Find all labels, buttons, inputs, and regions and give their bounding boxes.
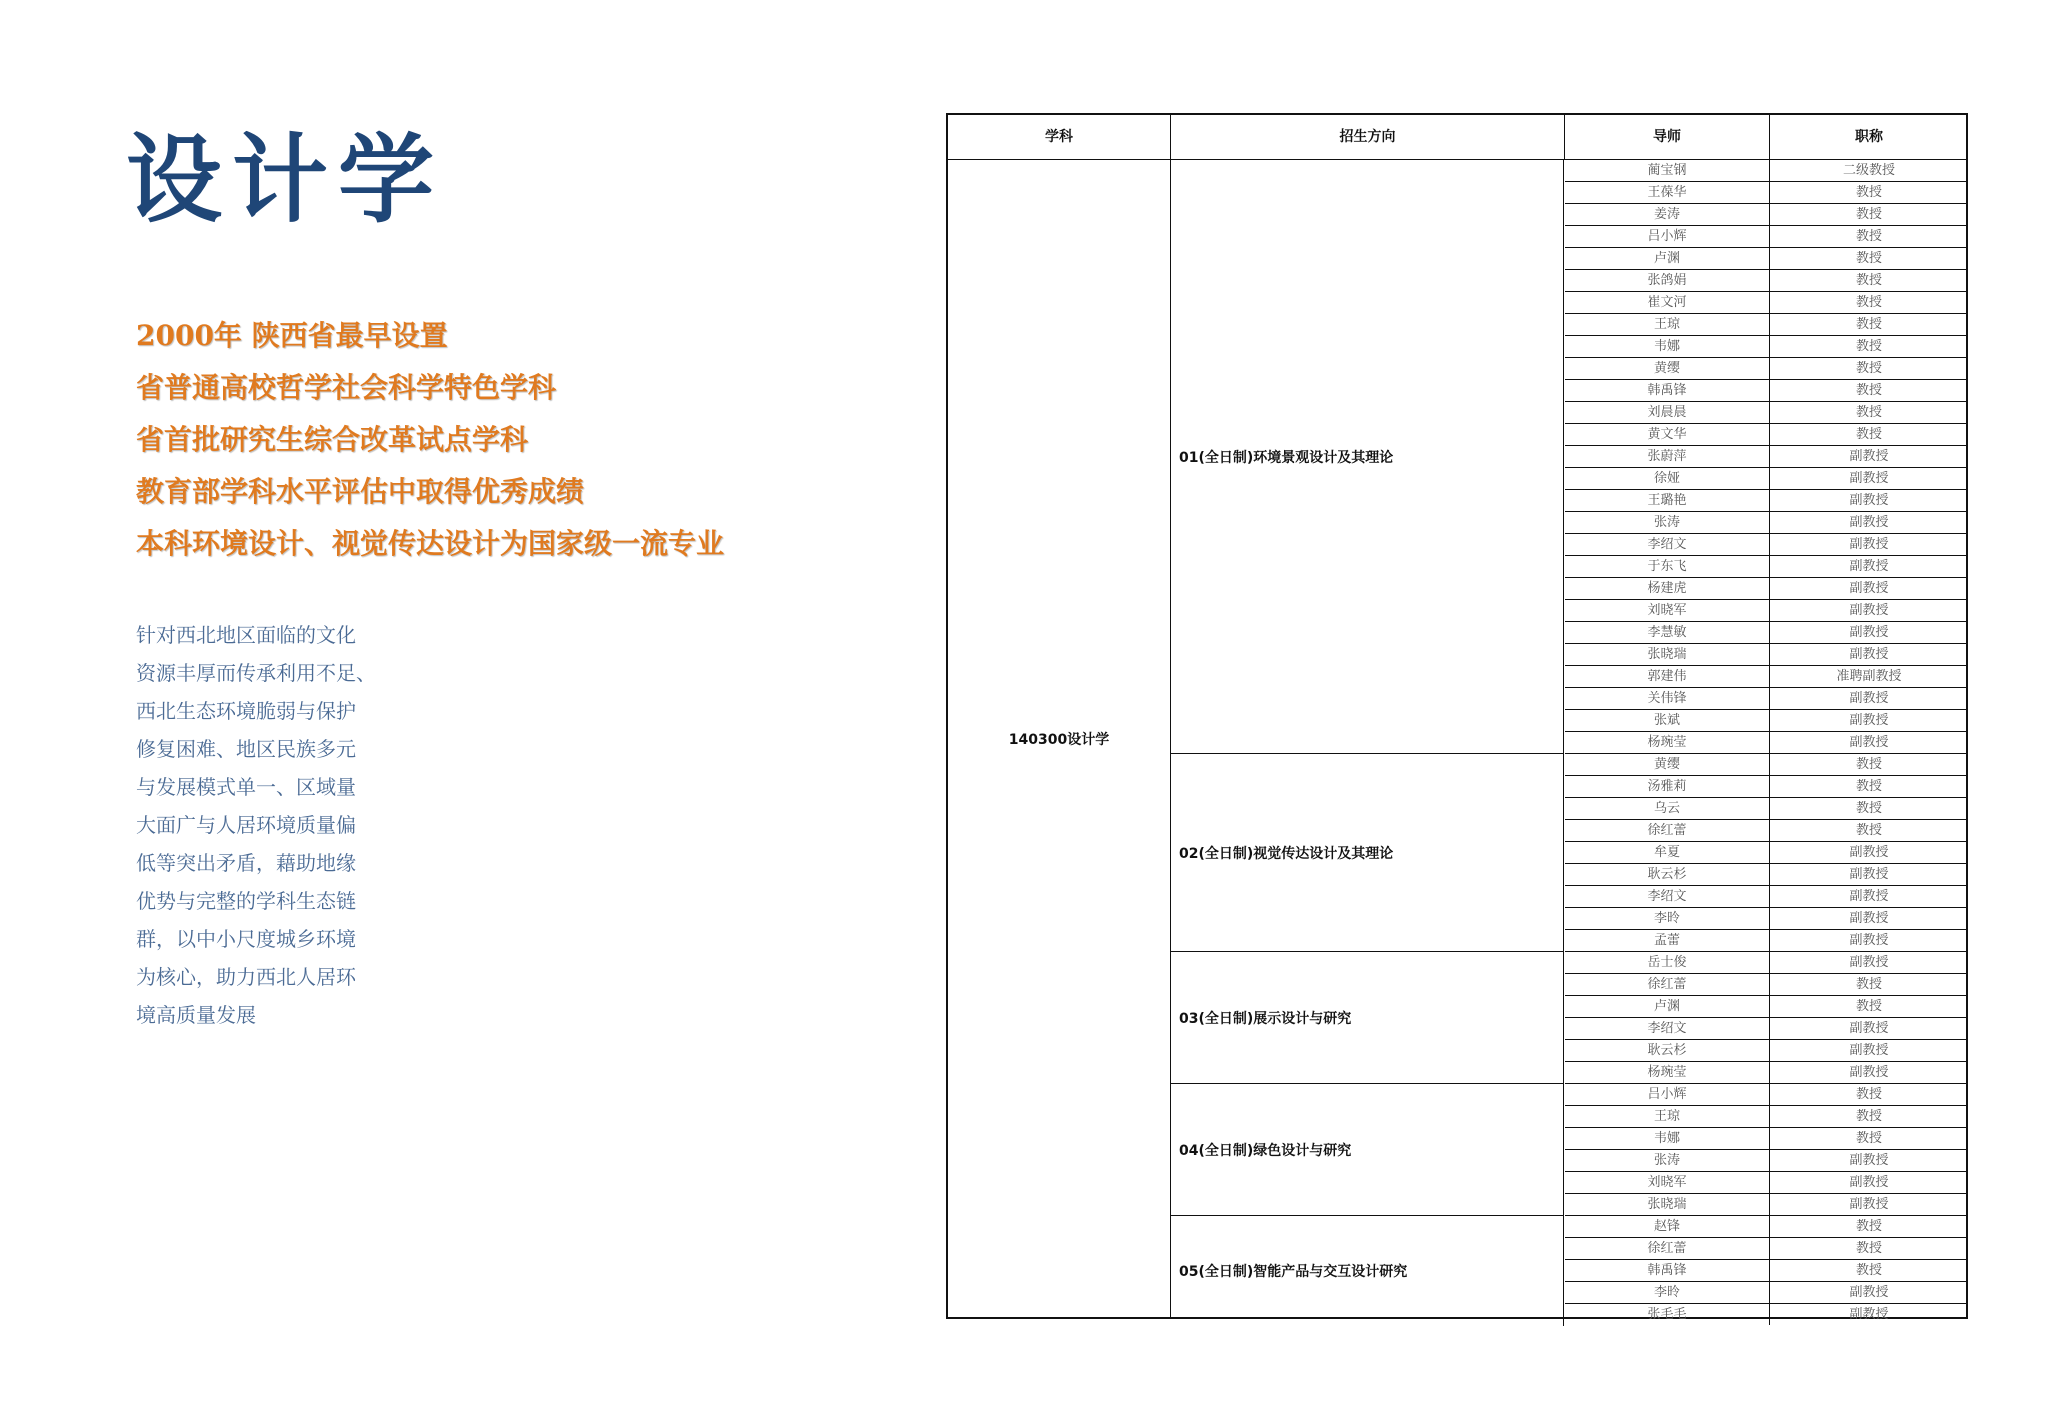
table-row <box>1565 446 1968 468</box>
advisor-name: 李绍文 <box>1565 534 1770 555</box>
advisor-name: 韩禹锋 <box>1565 1260 1770 1281</box>
highlight-item: 省普通高校哲学社会科学特色学科 <box>136 371 557 404</box>
advisor-rank: 副教授 <box>1849 1307 1889 1322</box>
advisor-name: 崔文河 <box>1565 292 1770 313</box>
advisor-name: 张晓瑞 <box>1565 644 1770 665</box>
table-row <box>1565 974 1968 996</box>
advisor-rank: 副教授 <box>1849 1175 1889 1190</box>
table-row <box>1565 248 1968 270</box>
highlight-item: 省首批研究生综合改革试点学科 <box>136 423 529 456</box>
table-row <box>1565 314 1968 336</box>
description-line: 低等突出矛盾，藉助地缘 <box>136 851 356 875</box>
table-row <box>1565 732 1968 754</box>
advisor-rank: 教授 <box>1855 1109 1882 1124</box>
advisor-rank: 副教授 <box>1849 493 1889 508</box>
description-paragraph <box>136 616 376 1034</box>
advisor-name: 张晓瑞 <box>1565 1194 1770 1215</box>
advisor-name: 徐红蕾 <box>1565 974 1770 995</box>
advisor-rank: 教授 <box>1855 999 1882 1014</box>
advisor-name: 张毛毛 <box>1565 1304 1770 1325</box>
highlight-item: 教育部学科水平评估中取得优秀成绩 <box>136 475 585 508</box>
table-row <box>1565 600 1968 622</box>
description-line: 为核心，助力西北人居环 <box>136 965 356 989</box>
table-row <box>1565 1040 1968 1062</box>
advisor-name: 杨建虎 <box>1565 578 1770 599</box>
table-row <box>1565 842 1968 864</box>
advisor-rank: 教授 <box>1855 801 1882 816</box>
advisor-name: 汤雅莉 <box>1565 776 1770 797</box>
table-row <box>1565 1018 1968 1040</box>
advisor-rank: 教授 <box>1855 383 1882 398</box>
advisor-rank: 副教授 <box>1849 471 1889 486</box>
advisor-rank: 副教授 <box>1849 449 1889 464</box>
advisor-rank: 副教授 <box>1849 603 1889 618</box>
advisor-name: 乌云 <box>1565 798 1770 819</box>
table-row <box>1565 534 1968 556</box>
table-row <box>1565 1238 1968 1260</box>
advisor-rank: 副教授 <box>1849 713 1889 728</box>
table-row <box>1565 644 1968 666</box>
advisor-name: 张涛 <box>1565 1150 1770 1171</box>
table-row <box>1565 512 1968 534</box>
advisor-name: 李绍文 <box>1565 886 1770 907</box>
advisor-rank: 教授 <box>1855 251 1882 266</box>
advisor-name: 黄缨 <box>1565 358 1770 379</box>
advisor-name: 张斌 <box>1565 710 1770 731</box>
left-panel <box>0 0 900 1417</box>
table-row <box>1565 578 1968 600</box>
advisor-name: 耿云杉 <box>1565 864 1770 885</box>
advisor-rank: 副教授 <box>1849 625 1889 640</box>
subject-cell: 140300设计学 <box>948 160 1171 1317</box>
advisor-name: 李昤 <box>1565 1282 1770 1303</box>
table-row <box>1565 226 1968 248</box>
advisor-rank: 教授 <box>1855 273 1882 288</box>
table-row <box>1565 886 1968 908</box>
table-row <box>1565 1216 1968 1238</box>
advisor-rank: 教授 <box>1855 1263 1882 1278</box>
advisor-rank: 教授 <box>1855 295 1882 310</box>
table-row <box>1565 864 1968 886</box>
advisor-name: 于东飞 <box>1565 556 1770 577</box>
description-line: 西北生态环境脆弱与保护 <box>136 699 356 723</box>
description-line: 针对西北地区面临的文化 <box>136 623 356 647</box>
advisor-name: 郭建伟 <box>1565 666 1770 687</box>
advisor-name: 关伟锋 <box>1565 688 1770 709</box>
advisor-rank: 教授 <box>1855 757 1882 772</box>
advisor-rank: 教授 <box>1855 823 1882 838</box>
highlight-item: 2000年 陕西省最早设置 <box>136 319 448 352</box>
header-subject: 学科 <box>948 115 1171 159</box>
table-row <box>1565 1194 1968 1216</box>
advisor-name: 韩禹锋 <box>1565 380 1770 401</box>
advisor-rank: 二级教授 <box>1842 163 1895 178</box>
table-row <box>1565 666 1968 688</box>
advisor-rows <box>1565 160 1968 1326</box>
table-row <box>1565 402 1968 424</box>
table-row <box>1565 1260 1968 1282</box>
advisor-table <box>946 113 1968 1322</box>
advisor-name: 韦娜 <box>1565 336 1770 357</box>
table-row <box>1565 798 1968 820</box>
advisor-name: 张蔚萍 <box>1565 446 1770 467</box>
table-row <box>1565 468 1968 490</box>
advisor-rank: 副教授 <box>1849 911 1889 926</box>
advisor-name: 牟夏 <box>1565 842 1770 863</box>
table-row <box>1565 358 1968 380</box>
advisor-name: 蔺宝钢 <box>1565 160 1770 181</box>
table-row <box>1565 380 1968 402</box>
advisor-name: 孟蕾 <box>1565 930 1770 951</box>
advisor-rank: 副教授 <box>1849 867 1889 882</box>
table-row <box>1565 292 1968 314</box>
advisor-name: 杨琬莹 <box>1565 732 1770 753</box>
advisor-name: 刘晓军 <box>1565 1172 1770 1193</box>
table-row <box>1565 556 1968 578</box>
table-row <box>1565 754 1968 776</box>
page-title: 设计学 <box>126 123 444 236</box>
advisor-rank: 教授 <box>1855 1087 1882 1102</box>
table-row <box>1565 1084 1968 1106</box>
description-line: 境高质量发展 <box>136 1003 256 1027</box>
table-row <box>1565 182 1968 204</box>
advisor-rank: 准聘副教授 <box>1836 669 1902 684</box>
advisor-rank: 教授 <box>1855 405 1882 420</box>
table-row <box>1565 1304 1968 1326</box>
advisor-rank: 副教授 <box>1849 537 1889 552</box>
advisor-rank: 副教授 <box>1849 735 1889 750</box>
table-row <box>1565 996 1968 1018</box>
advisor-rank: 副教授 <box>1849 933 1889 948</box>
table-row <box>1565 424 1968 446</box>
advisor-name: 王琼 <box>1565 314 1770 335</box>
table-row <box>1565 160 1968 182</box>
advisor-rank: 副教授 <box>1849 889 1889 904</box>
table-row <box>1565 688 1968 710</box>
header-advisor: 导师 <box>1565 115 1770 159</box>
advisor-rank: 副教授 <box>1849 1153 1889 1168</box>
advisor-name: 黄文华 <box>1565 424 1770 445</box>
advisor-rank: 教授 <box>1855 427 1882 442</box>
advisor-rank: 教授 <box>1855 339 1882 354</box>
advisor-rank: 副教授 <box>1849 559 1889 574</box>
advisor-rank: 副教授 <box>1849 1043 1889 1058</box>
advisor-rank: 教授 <box>1855 185 1882 200</box>
direction-cell: 05(全日制)智能产品与交互设计研究 <box>1171 1216 1564 1326</box>
advisor-rank: 副教授 <box>1849 515 1889 530</box>
table-header <box>948 115 1966 160</box>
advisor-name: 岳士俊 <box>1565 952 1770 973</box>
description-line: 大面广与人居环境质量偏 <box>136 813 356 837</box>
advisor-rank: 教授 <box>1855 977 1882 992</box>
description-line: 资源丰厚而传承利用不足、 <box>136 661 376 685</box>
advisor-rank: 副教授 <box>1849 1197 1889 1212</box>
advisor-name: 杨琬莹 <box>1565 1062 1770 1083</box>
highlights-list <box>136 310 724 570</box>
table-row <box>1565 1282 1968 1304</box>
advisor-name: 王葆华 <box>1565 182 1770 203</box>
direction-cell: 04(全日制)绿色设计与研究 <box>1171 1084 1564 1216</box>
advisor-name: 徐红蕾 <box>1565 820 1770 841</box>
advisor-rank: 教授 <box>1855 317 1882 332</box>
advisor-name: 吕小辉 <box>1565 226 1770 247</box>
table-row <box>1565 1062 1968 1084</box>
table-row <box>1565 1128 1968 1150</box>
advisor-name: 卢渊 <box>1565 248 1770 269</box>
advisor-name: 徐娅 <box>1565 468 1770 489</box>
advisor-name: 李慧敏 <box>1565 622 1770 643</box>
table-row <box>1565 1150 1968 1172</box>
advisor-rank: 副教授 <box>1849 647 1889 662</box>
table-row <box>1565 710 1968 732</box>
table-row <box>1565 490 1968 512</box>
description-line: 与发展模式单一、区域量 <box>136 775 356 799</box>
advisor-rank: 教授 <box>1855 1241 1882 1256</box>
table-row <box>1565 204 1968 226</box>
advisor-rank: 副教授 <box>1849 955 1889 970</box>
advisor-rank: 副教授 <box>1849 691 1889 706</box>
table-row <box>1565 336 1968 358</box>
description-line: 优势与完整的学科生态链 <box>136 889 356 913</box>
table-row <box>1565 1172 1968 1194</box>
advisor-name: 张涛 <box>1565 512 1770 533</box>
advisor-name: 刘晨晨 <box>1565 402 1770 423</box>
description-line: 群，以中小尺度城乡环境 <box>136 927 356 951</box>
advisor-name: 张鸽娟 <box>1565 270 1770 291</box>
advisor-name: 姜涛 <box>1565 204 1770 225</box>
advisor-name: 徐红蕾 <box>1565 1238 1770 1259</box>
advisor-rank: 教授 <box>1855 361 1882 376</box>
advisor-rank: 副教授 <box>1849 1285 1889 1300</box>
advisor-name: 耿云杉 <box>1565 1040 1770 1061</box>
direction-cell: 03(全日制)展示设计与研究 <box>1171 952 1564 1084</box>
direction-cell: 01(全日制)环境景观设计及其理论 <box>1171 160 1564 754</box>
advisor-name: 王琼 <box>1565 1106 1770 1127</box>
advisor-name: 李昤 <box>1565 908 1770 929</box>
advisor-name: 吕小辉 <box>1565 1084 1770 1105</box>
advisor-name: 赵锋 <box>1565 1216 1770 1237</box>
advisor-rank: 副教授 <box>1849 1021 1889 1036</box>
advisor-rank: 副教授 <box>1849 581 1889 596</box>
advisor-rank: 教授 <box>1855 229 1882 244</box>
table-row <box>1565 908 1968 930</box>
table-row <box>1565 776 1968 798</box>
advisor-rank: 副教授 <box>1849 845 1889 860</box>
advisor-name: 黄缨 <box>1565 754 1770 775</box>
advisor-name: 刘晓军 <box>1565 600 1770 621</box>
table-row <box>1565 820 1968 842</box>
table-row <box>1565 930 1968 952</box>
advisor-name: 韦娜 <box>1565 1128 1770 1149</box>
advisor-name: 卢渊 <box>1565 996 1770 1017</box>
advisor-rank: 教授 <box>1855 207 1882 222</box>
table-row <box>1565 952 1968 974</box>
advisor-rank: 副教授 <box>1849 1065 1889 1080</box>
highlight-item: 本科环境设计、视觉传达设计为国家级一流专业 <box>136 527 725 560</box>
advisor-rank: 教授 <box>1855 1131 1882 1146</box>
advisor-rank: 教授 <box>1855 1219 1882 1234</box>
direction-cell: 02(全日制)视觉传达设计及其理论 <box>1171 754 1564 952</box>
table-row <box>1565 1106 1968 1128</box>
description-line: 修复困难、地区民族多元 <box>136 737 356 761</box>
table-row <box>1565 270 1968 292</box>
header-direction: 招生方向 <box>1171 115 1565 159</box>
advisor-name: 李绍文 <box>1565 1018 1770 1039</box>
table-row <box>1565 622 1968 644</box>
header-rank: 职称 <box>1855 129 1883 145</box>
advisor-rank: 教授 <box>1855 779 1882 794</box>
advisor-name: 王璐艳 <box>1565 490 1770 511</box>
